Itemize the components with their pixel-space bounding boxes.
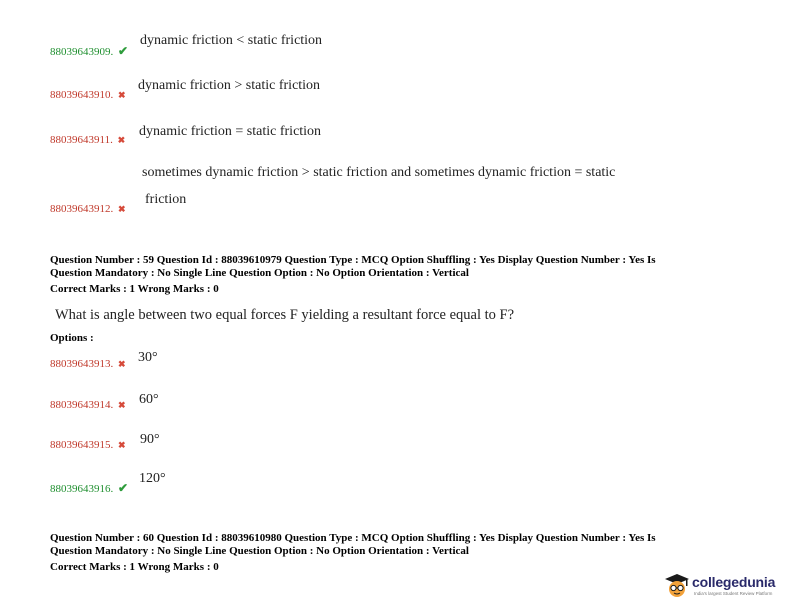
option-text: 90° xyxy=(140,432,160,447)
question-meta-line: Question Mandatory : No Single Line Question Option : No Option Orientation : Vertical xyxy=(50,267,469,279)
option-text-continued: friction xyxy=(145,192,187,207)
option-row xyxy=(50,358,126,370)
cross-icon: ✖ xyxy=(118,400,126,410)
option-row xyxy=(50,439,126,451)
option-id: 88039643911. xyxy=(50,134,113,146)
question-meta-line: Question Number : 60 Question Id : 88039610980 Question Type : MCQ Option Shuffling : Yes Display Question Number : Yes Is xyxy=(50,532,656,544)
question-meta xyxy=(50,254,750,296)
question-meta-line: Question Mandatory : No Single Line Question Option : No Option Orientation : Vertical xyxy=(50,545,469,557)
question-meta xyxy=(50,532,750,574)
check-icon: ✔ xyxy=(118,481,129,495)
option-text: 60° xyxy=(139,392,159,407)
option-row xyxy=(50,203,126,215)
option-row xyxy=(50,481,128,496)
cross-icon: ✖ xyxy=(118,204,126,214)
cross-icon: ✖ xyxy=(118,359,126,369)
question-marks: Correct Marks : 1 Wrong Marks : 0 xyxy=(50,283,219,295)
question-marks: Correct Marks : 1 Wrong Marks : 0 xyxy=(50,561,219,573)
option-id: 88039643912. xyxy=(50,203,114,215)
check-icon: ✔ xyxy=(118,44,129,58)
option-text: dynamic friction = static friction xyxy=(139,124,322,139)
option-row xyxy=(50,399,126,411)
option-row xyxy=(50,44,128,59)
option-id: 88039643914. xyxy=(50,399,114,411)
cross-icon: ✖ xyxy=(118,440,126,450)
question-meta-line: Question Number : 59 Question Id : 88039610979 Question Type : MCQ Option Shuffling : Yes Display Question Number : Yes Is xyxy=(50,254,656,266)
option-text: dynamic friction < static friction xyxy=(140,33,323,48)
graduate-mascot-icon xyxy=(662,572,692,600)
option-row xyxy=(50,89,126,101)
option-row xyxy=(50,134,125,146)
options-label: Options : xyxy=(50,332,94,344)
option-text: 30° xyxy=(138,350,158,365)
option-id: 88039643916. xyxy=(50,483,114,495)
logo-tagline: India's largest Student Review Platform xyxy=(694,591,773,596)
option-id: 88039643913. xyxy=(50,358,114,370)
option-id: 88039643910. xyxy=(50,89,114,101)
cross-icon: ✖ xyxy=(117,135,126,145)
option-text: 120° xyxy=(139,471,166,486)
option-id: 88039643909. xyxy=(50,46,114,58)
option-text: dynamic friction > static friction xyxy=(138,78,321,93)
collegedunia-logo xyxy=(662,572,786,602)
cross-icon: ✖ xyxy=(118,90,126,100)
option-text: sometimes dynamic friction > static friction and sometimes dynamic friction = static xyxy=(142,165,616,180)
option-id: 88039643915. xyxy=(50,439,114,451)
question-text: What is angle between two equal forces F yielding a resultant force equal to F? xyxy=(55,307,515,323)
logo-brand-text: collegedunia xyxy=(692,574,776,590)
